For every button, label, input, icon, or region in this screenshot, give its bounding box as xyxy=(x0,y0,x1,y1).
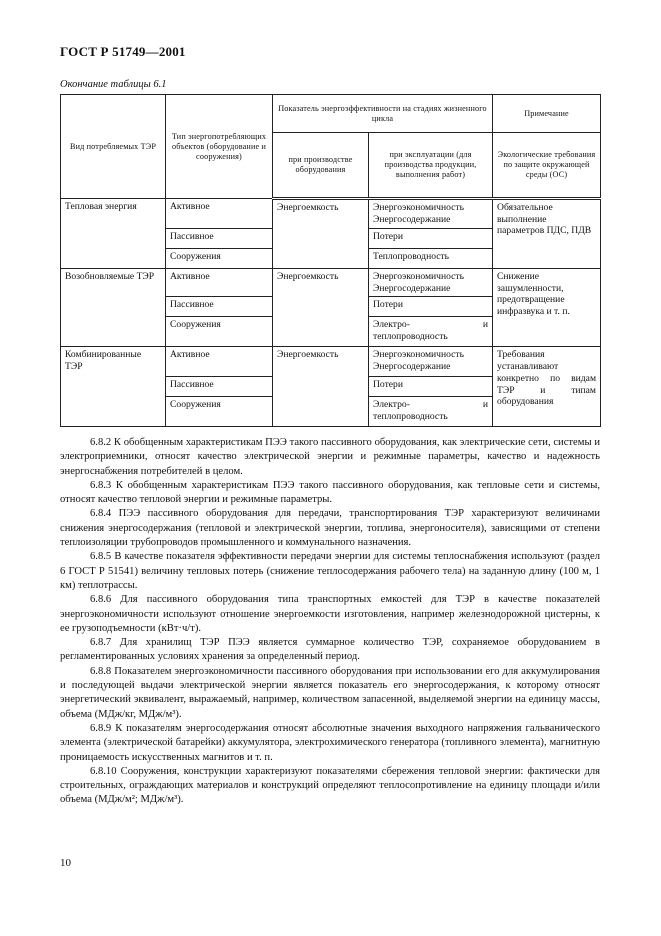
header-ecology: Экологические требования по защите окружающей среды (ОС) xyxy=(493,133,601,199)
object-type: Пассивное xyxy=(166,297,273,317)
operation-indicator: Потери xyxy=(369,377,493,397)
ecology-note: Снижение зашумленности, предотвращение инфразвука и т. п. xyxy=(493,269,601,347)
paragraph-6-8-9: 6.8.9 К показателям энергосодержания относят абсолютные значения выходного напряжения гальванического элемента (электрической батарейки) аккумулятора, электрохимического генератора (топливного элемента), магнитную проницаемость искусственных магнитов и т. п. xyxy=(60,722,600,763)
header-indicator-group: Показатель энергоэффективности на стадиях жизненного цикла xyxy=(273,95,493,133)
energy-table xyxy=(60,94,601,427)
header-production: при производстве оборудования xyxy=(273,133,369,199)
header-operation: при эксплуатации (для производства продукции, выполнения работ) xyxy=(369,133,493,199)
header-resource-type: Вид потребляемых ТЭР xyxy=(61,95,166,199)
page-number: 10 xyxy=(60,857,71,869)
object-type: Активное xyxy=(166,347,273,377)
resource-type: Комбинированные ТЭР xyxy=(61,347,166,427)
table-row xyxy=(61,347,601,377)
production-indicator: Энергоемкость xyxy=(273,269,369,347)
header-note: Примечание xyxy=(493,95,601,133)
paragraph-6-8-6: 6.8.6 Для пассивного оборудования типа транспортных емкостей для ТЭР в качестве показателей энергоэкономичности используют отношение энергоемкости изготовления, например железнодорожной цистерны, к ее грузоподъемности (кВт·ч/т). xyxy=(60,594,600,634)
object-type: Активное xyxy=(166,199,273,229)
operation-indicator: Энергоэкономичность Энергосодержание xyxy=(369,199,493,229)
object-type: Сооружения xyxy=(166,397,273,427)
paragraph-6-8-2: 6.8.2 К обобщенным характеристикам ПЭЭ такого пассивного оборудования, как электрические сети, системы и электроприемники, относят качество электрической энергии и режимные параметры, качество и надежность энергоснабжения потребителей в целом. xyxy=(60,437,600,477)
ecology-note: Требования устанавливают конкретно по видам ТЭР и типам оборудования xyxy=(493,347,601,427)
paragraph-6-8-7: 6.8.7 Для хранилищ ТЭР ПЭЭ является суммарное количество ТЭР, сохраняемое оборудованием в регламентированных условиях хранения за определенный период. xyxy=(60,637,600,663)
document-header: ГОСТ Р 51749—2001 xyxy=(60,44,186,59)
resource-type: Возобновляемые ТЭР xyxy=(61,269,166,347)
production-indicator: Энергоемкость xyxy=(273,347,369,427)
operation-indicator: Электро- и теплопроводность xyxy=(369,397,493,427)
table-row xyxy=(61,269,601,297)
ecology-note: Обязательное выполнение параметров ПДС, ПДВ xyxy=(493,199,601,269)
object-type: Пассивное xyxy=(166,377,273,397)
operation-indicator: Энергоэкономичность Энергосодержание xyxy=(369,347,493,377)
paragraph-6-8-8: 6.8.8 Показателем энергоэкономичности пассивного оборудования при использовании его для аккумулирования и последующей выдачи электрической энергии является показатель его энергосодержания, к которому относят энергетический эквивалент, выражаемый, например, количеством запасенной, выделяемой энергии на единицу массы, объема (МДж/кг, МДж/м³). xyxy=(60,665,600,720)
paragraph-6-8-3: 6.8.3 К обобщенным характеристикам ПЭЭ такого пассивного оборудования, как тепловые сети и системы, относят качество тепловой энергии и режимные параметры. xyxy=(60,479,600,506)
table-row xyxy=(61,199,601,229)
production-indicator: Энергоемкость xyxy=(273,199,369,269)
paragraph-6-8-10: 6.8.10 Сооружения, конструкции характеризуют показателями сбережения тепловой энергии: фактически для строительных, ограждающих материалов и конструкций определяют теплосопротивление на единицу площади и/или объема (МДж/м²; МДж/м³). xyxy=(60,765,600,806)
header-object-type: Тип энергопотребляющих объектов (оборудование и сооружения) xyxy=(166,95,273,199)
object-type: Сооружения xyxy=(166,317,273,347)
table-caption: Окончание таблицы 6.1 xyxy=(60,79,167,90)
object-type: Сооружения xyxy=(166,249,273,269)
operation-indicator: Энергоэкономичность Энергосодержание xyxy=(369,269,493,297)
body-text xyxy=(60,436,600,808)
operation-indicator: Потери xyxy=(369,229,493,249)
operation-indicator: Электро- и теплопроводность xyxy=(369,317,493,347)
operation-indicator: Теплопроводность xyxy=(369,249,493,269)
resource-type: Тепловая энергия xyxy=(61,199,166,269)
object-type: Пассивное xyxy=(166,229,273,249)
paragraph-6-8-5: 6.8.5 В качестве показателя эффективности передачи энергии для системы теплоснабжения используют (раздел 6 ГОСТ Р 51541) величину тепловых потерь (снижение теплосодержания рабочего тела) на заданную длину (100 м, 1 км) теплотрассы. xyxy=(60,551,600,591)
object-type: Активное xyxy=(166,269,273,297)
paragraph-6-8-4: 6.8.4 ПЭЭ пассивного оборудования для передачи, транспортирования ТЭР характеризуют величинами снижения энергосодержания (тепловой и электрической энергии, топлива, энергоносителя), зависящими от степени теплоизоляции трубопроводов промышленного и коммунального назначения. xyxy=(60,508,600,549)
operation-indicator: Потери xyxy=(369,297,493,317)
